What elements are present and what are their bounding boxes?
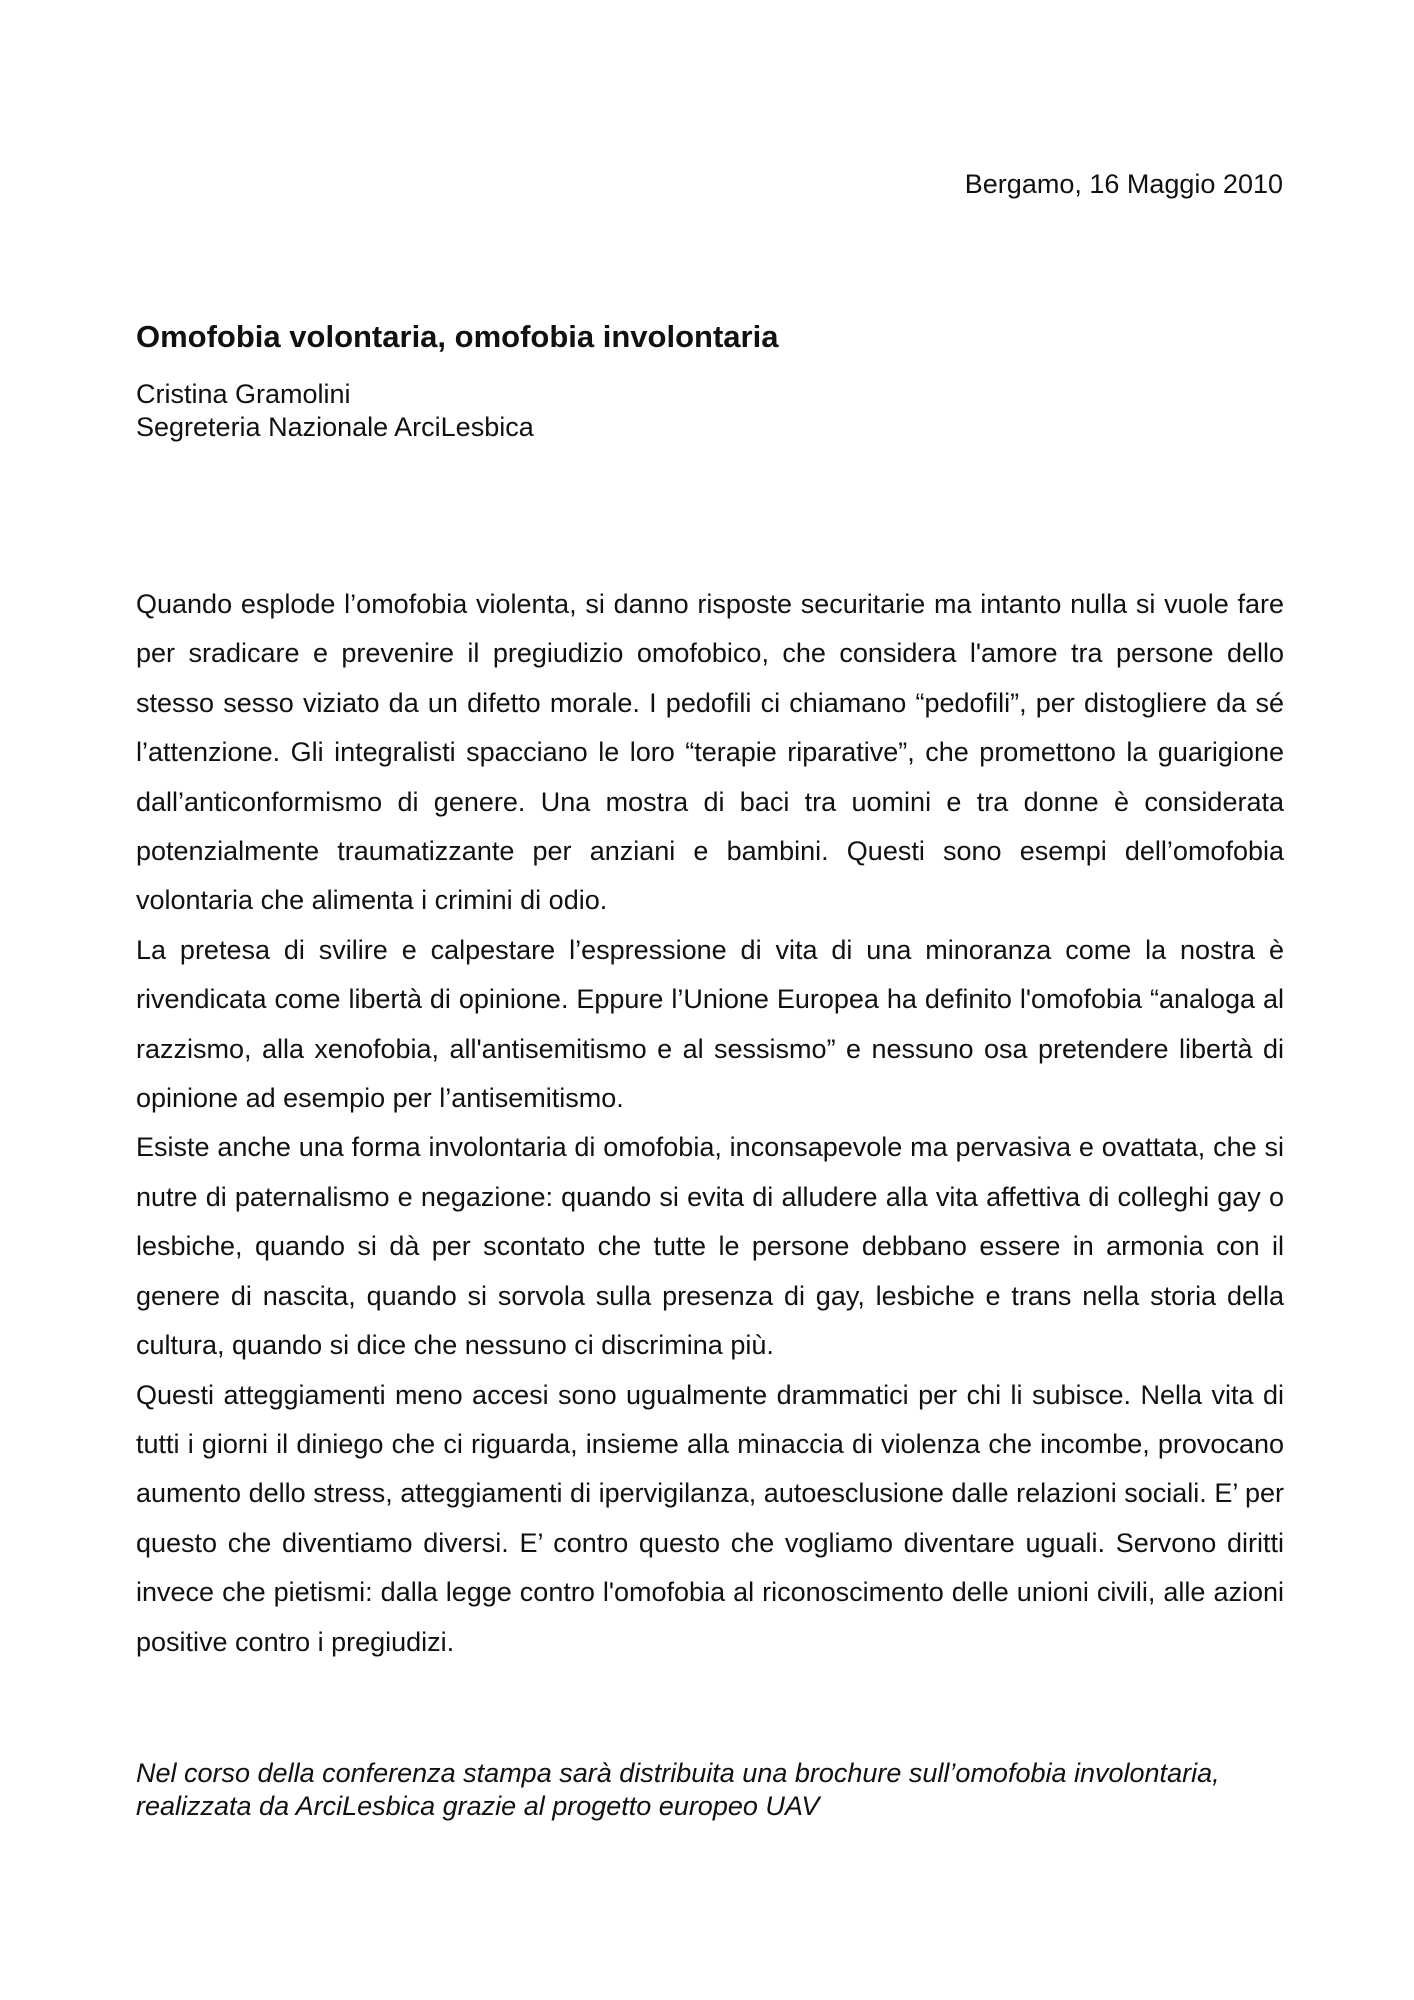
body-paragraph: Esiste anche una forma involontaria di omofobia, inconsapevole ma pervasiva e ovattata, che si nutre di paternalismo e negazione: quando si evita di alludere alla vita affettiva di colleghi gay o lesbiche, quando si dà per scontato che tutte le persone debbano essere in armonia con il genere di nascita, quando si sorvola sulla presenza di gay, lesbiche e trans nella storia della cultura, quando si dice che nessuno ci discrimina più. [136,1132,1284,1361]
document-date: Bergamo, 16 Maggio 2010 [964,169,1283,199]
document-title: Omofobia volontaria, omofobia involontaria [136,319,779,354]
footer-note-line: Nel corso della conferenza stampa sarà distribuita una brochure sull’omofobia involontaria, [136,1758,1220,1788]
author-name: Cristina Gramolini [136,379,351,409]
body-text [136,580,1284,1667]
author-block [136,378,534,444]
body-paragraph: Quando esplode l’omofobia violenta, si danno risposte securitarie ma intanto nulla si vuole fare per sradicare e prevenire il pregiudizio omofobico, che considera l'amore tra persone dello stesso sesso viziato da un difetto morale. I pedofili ci chiamano “pedofili”, per distogliere da sé l’attenzione. Gli integralisti spacciano le loro “terapie riparative”, che promettono la guarigione dall’anticonformismo di genere. Una mostra di baci tra uomini e tra donne è considerata potenzialmente traumatizzante per anziani e bambini. Questi sono esempi dell’omofobia volontaria che alimenta i crimini di odio. [136,589,1284,916]
body-paragraph: Questi atteggiamenti meno accesi sono ugualmente drammatici per chi li subisce. Nella vita di tutti i giorni il diniego che ci riguarda, insieme alla minaccia di violenza che incombe, provocano aumento dello stress, atteggiamenti di ipervigilanza, autoesclusione dalle relazioni sociali. E’ per questo che diventiamo diversi. E’ contro questo che vogliamo diventare uguali. Servono diritti invece che pietismi: dalla legge contro l'omofobia al riconoscimento delle unioni civili, alle azioni positive contro i pregiudizi. [136,1379,1284,1657]
author-affiliation: Segreteria Nazionale ArciLesbica [136,412,534,442]
footer-note-line: realizzata da ArciLesbica grazie al progetto europeo UAV [136,1791,820,1821]
footer-note [136,1757,1296,1823]
body-paragraph: La pretesa di svilire e calpestare l’espressione di vita di una minoranza come la nostra è rivendicata come libertà di opinione. Eppure l’Unione Europea ha definito l'omofobia “analoga al razzismo, alla xenofobia, all'antisemitismo e al sessismo” e nessuno osa pretendere libertà di opinione ad esempio per l’antisemitismo. [136,934,1284,1114]
